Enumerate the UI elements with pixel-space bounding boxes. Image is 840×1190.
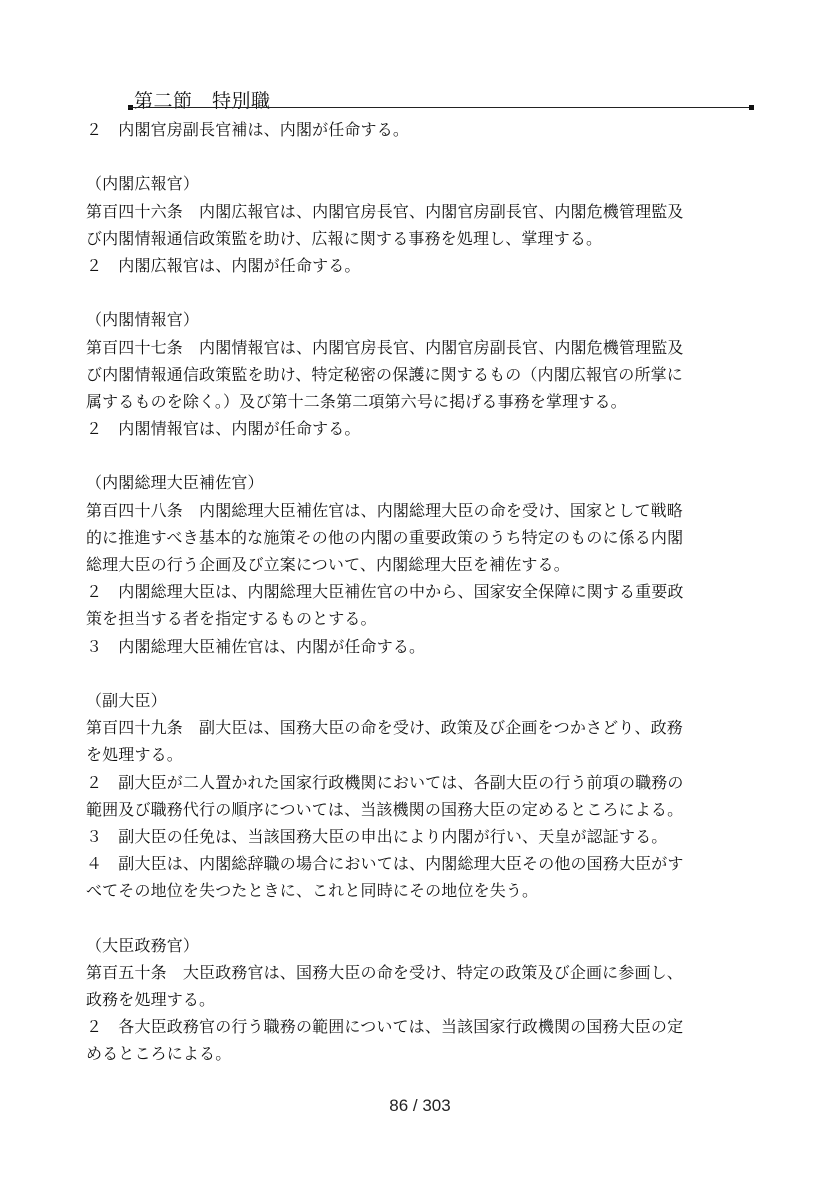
- blank-line: [86, 143, 758, 170]
- text-line: び内閣情報通信政策監を助け、特定秘密の保護に関するもの（内閣広報官の所掌に: [86, 364, 683, 384]
- header-rule-right-marker: [749, 105, 754, 110]
- text-line: 第百四十九条 副大臣は、国務大臣の命を受け、政策及び企画をつかさどり、政務: [86, 718, 683, 738]
- text-line: ３ 内閣総理大臣補佐官は、内閣が任命する。: [86, 636, 426, 656]
- text-line: ２ 内閣広報官は、内閣が任命する。: [86, 255, 361, 275]
- body-text: [86, 116, 758, 1068]
- blank-line: [86, 279, 758, 306]
- text-line: （大臣政務官）: [86, 935, 200, 955]
- text-line: 政務を処理する。: [86, 990, 216, 1009]
- text-line: 第百四十七条 内閣情報官は、内閣官房長官、内閣官房副長官、内閣危機管理監及: [86, 337, 684, 357]
- text-line: ２ 副大臣が二人置かれた国家行政機関においては、各副大臣の行う前項の職務の: [86, 772, 684, 792]
- section-header: [128, 84, 754, 112]
- text-line: 策を担当する者を指定するものとする。: [86, 609, 377, 629]
- text-line: （内閣広報官）: [86, 174, 200, 194]
- text-line: 第百四十八条 内閣総理大臣補佐官は、内閣総理大臣の命を受け、国家として戦略: [86, 500, 683, 520]
- header-rule: [128, 107, 754, 108]
- text-line: （内閣総理大臣補佐官）: [86, 473, 264, 493]
- section-title: 第二節 特別職: [134, 90, 271, 112]
- text-line: 的に推進すべき基本的な施策その他の内閣の重要政策のうち特定のものに係る内閣: [86, 527, 684, 547]
- text-line: 属するものを除く。）及び第十二条第二項第六号に掲げる事務を掌理する。: [86, 391, 627, 411]
- text-line: （内閣情報官）: [86, 310, 200, 330]
- page-number: 86 / 303: [389, 1096, 451, 1115]
- blank-line: [86, 660, 758, 687]
- text-line: 総理大臣の行う企画及び立案について、内閣総理大臣を補佐する。: [86, 555, 570, 574]
- text-line: 第百四十六条 内閣広報官は、内閣官房長官、内閣官房副長官、内閣危機管理監及: [86, 201, 684, 221]
- text-line: 範囲及び職務代行の順序については、当該機関の国務大臣の定めるところによる。: [86, 799, 684, 819]
- blank-line: [86, 904, 758, 931]
- text-line: ２ 内閣官房副長官補は、内閣が任命する。: [86, 120, 410, 139]
- text-line: ２ 内閣情報官は、内閣が任命する。: [86, 419, 361, 439]
- text-line: めるところによる。: [86, 1044, 232, 1064]
- text-line: ２ 各大臣政務官の行う職務の範囲については、当該国家行政機関の国務大臣の定: [86, 1017, 684, 1037]
- text-line: ４ 副大臣は、内閣総辞職の場合においては、内閣総理大臣その他の国務大臣がす: [86, 854, 684, 874]
- text-line: び内閣情報通信政策監を助け、広報に関する事務を処理し、掌理する。: [86, 228, 603, 248]
- text-line: べてその地位を失つたときに、これと同時にその地位を失う。: [86, 881, 539, 901]
- text-line: ３ 副大臣の任免は、当該国務大臣の申出により内閣が行い、天皇が認証する。: [86, 826, 668, 846]
- text-line: 第百五十条 大臣政務官は、国務大臣の命を受け、特定の政策及び企画に参画し、: [86, 962, 683, 982]
- blank-line: [86, 442, 758, 469]
- text-line: （副大臣）: [86, 690, 167, 710]
- text-line: ２ 内閣総理大臣は、内閣総理大臣補佐官の中から、国家安全保障に関する重要政: [86, 582, 684, 602]
- text-line: を処理する。: [86, 745, 183, 765]
